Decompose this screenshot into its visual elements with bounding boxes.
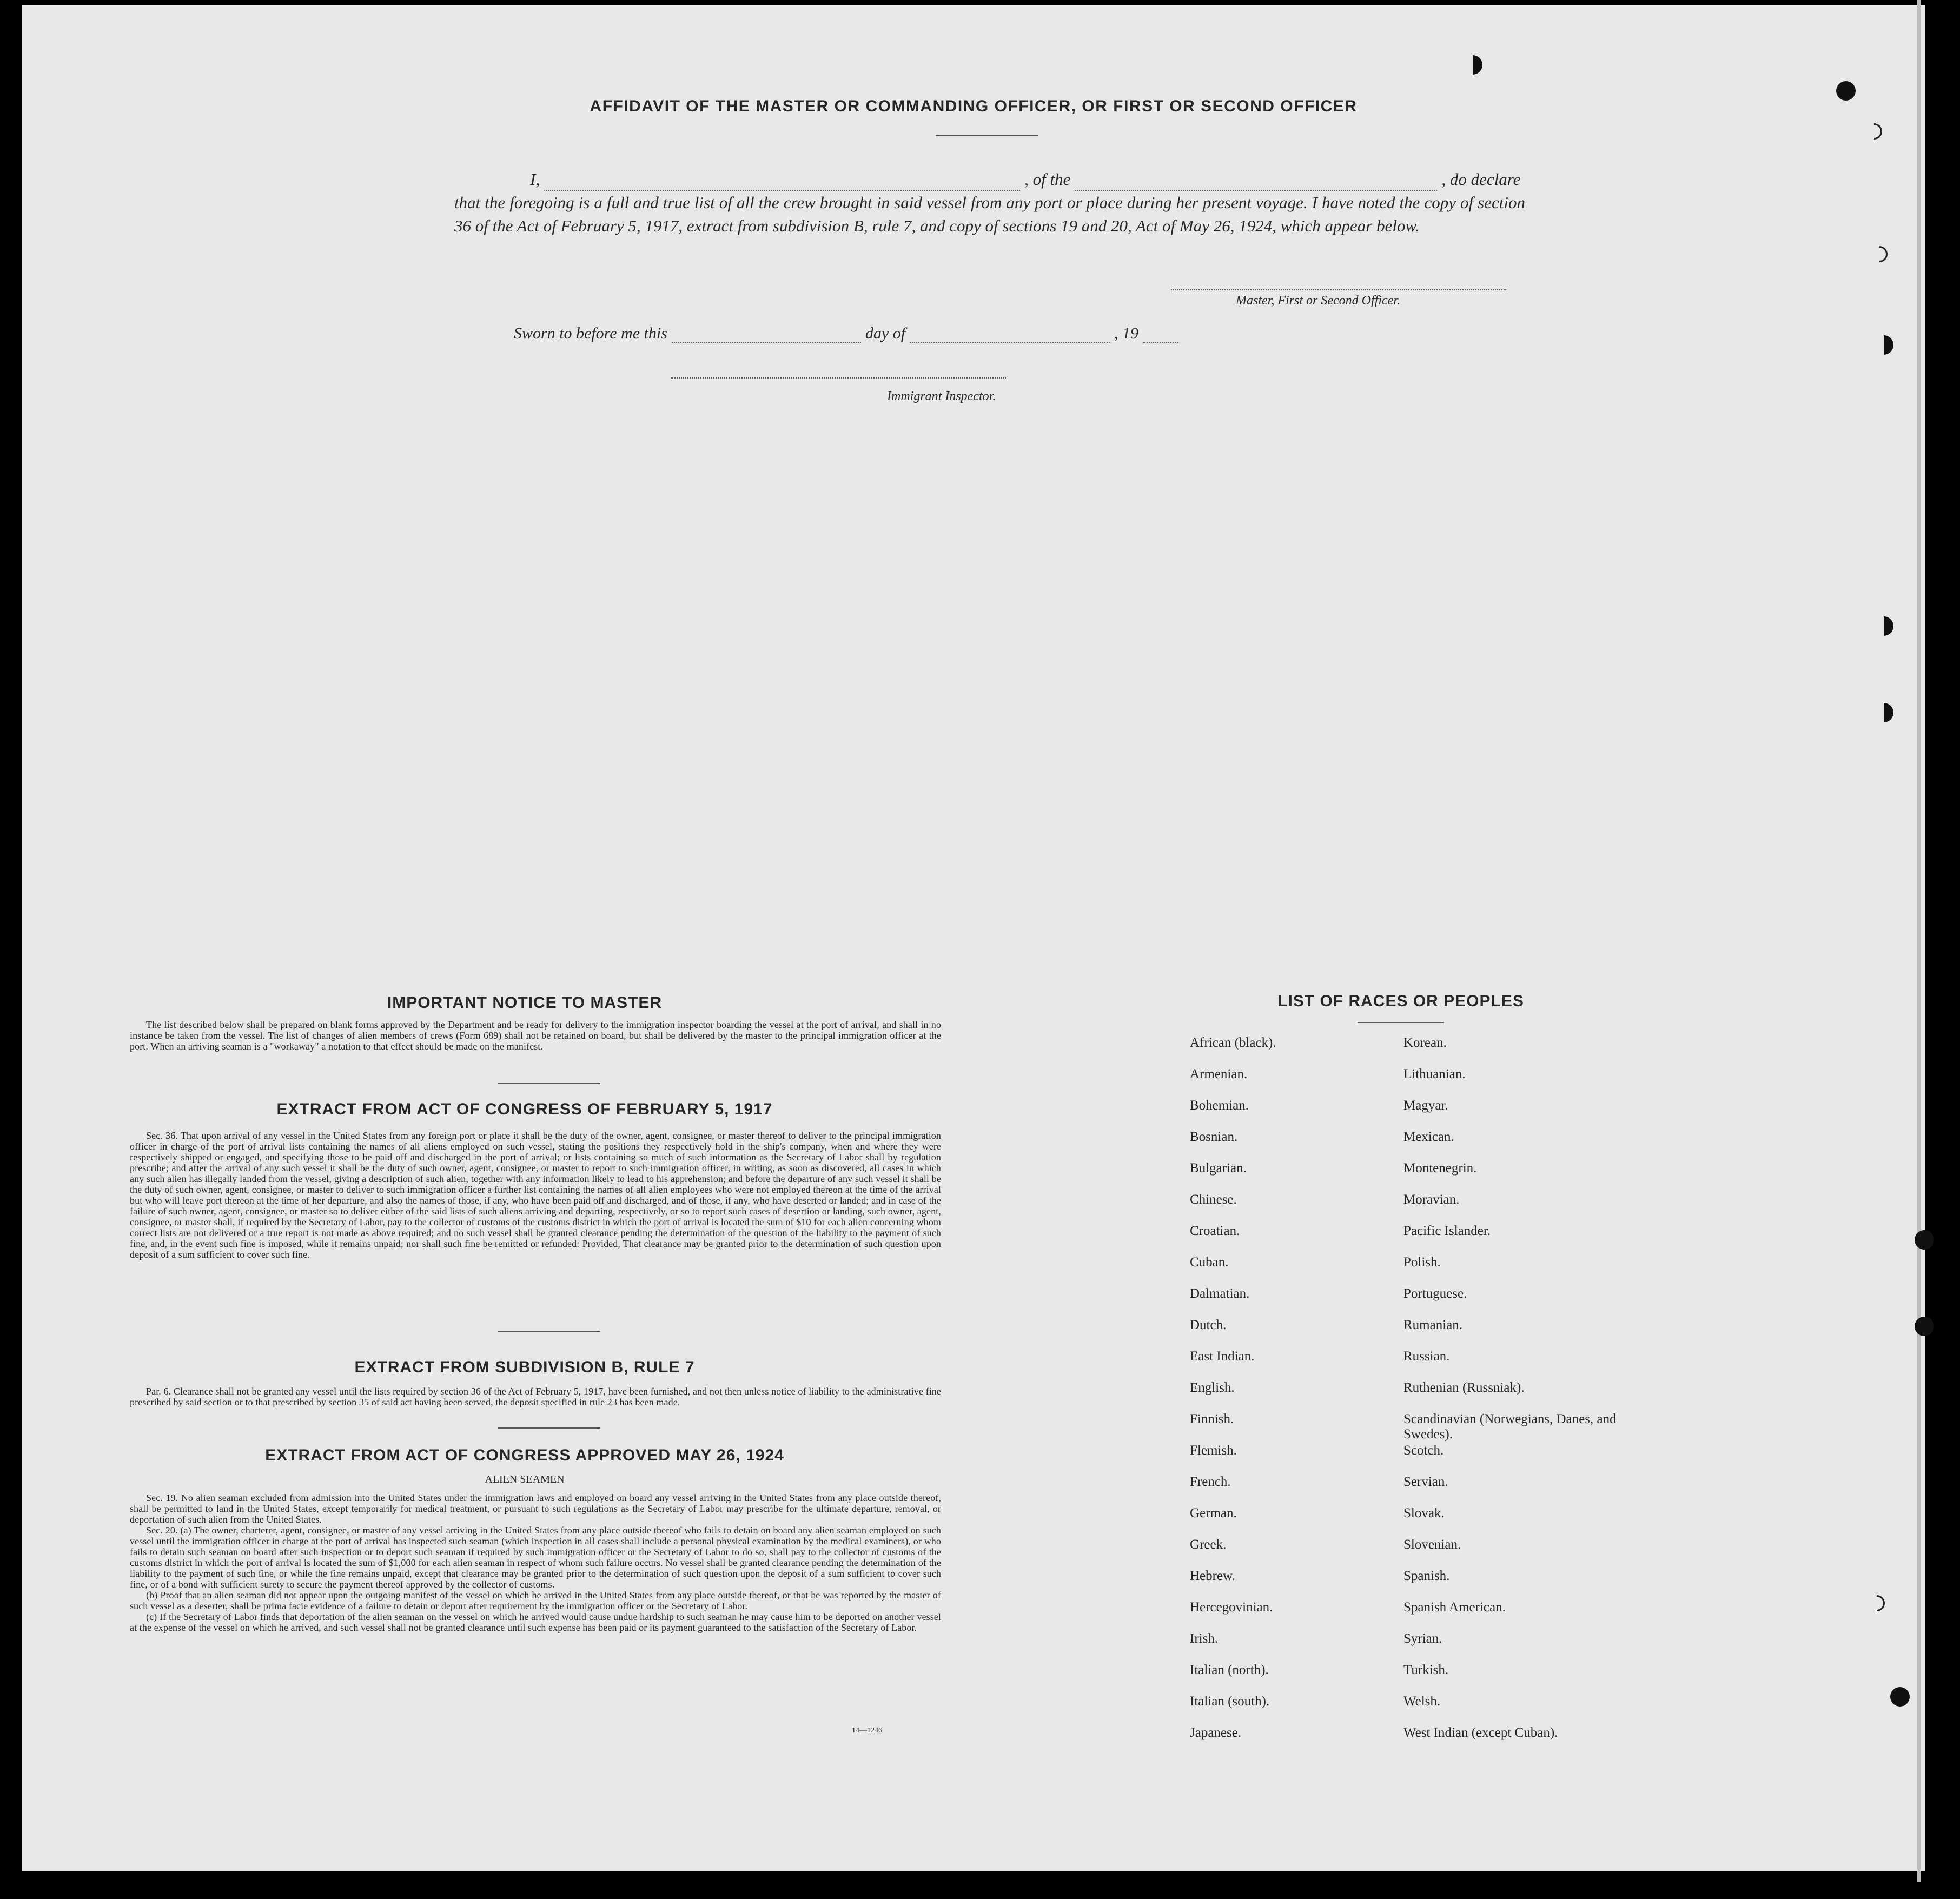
extract-rule7-text [130,1386,941,1407]
race-item: Welsh. [1403,1694,1441,1709]
section-20b-paragraph: (b) Proof that an alien seaman did not appear upon the outgoing manifest of the vessel on which he arrived in the United States from any place outside thereof, or that he was reported by the master of such vessel as a deserter, shall be prima facie evidence of a failure to detain or deport after requirement by the immigration officer or the Secretary of Labor. [130,1590,941,1611]
notice-title: IMPORTANT NOTICE TO MASTER [387,994,663,1012]
sworn-line [514,324,1178,343]
race-item: Bohemian. [1190,1098,1249,1113]
i-label: I, [530,170,540,189]
punch-hole [1915,1317,1934,1336]
race-item: Cuban. [1190,1255,1229,1270]
section-20a-paragraph: Sec. 20. (a) The owner, charterer, agent, consignee, or master of any vessel arriving in the United States from any place outside thereof who fails to detain on board any alien seaman employed on such vessel until the immigration officer in charge at the port of arrival has inspected such seaman (which inspection in all cases shall include a personal physical examination by the medical examiners), or who fails to detain such seaman on board after such inspection or to deport such seaman if required by such immigration officer or the Secretary of Labor to do so, shall pay to the collector of customs of the customs district in which the port of arrival is located the sum of $1,000 for each alien seaman in respect of whom such failure occurs. No vessel shall be granted clearance pending the determination of the liability to the payment of such fine, or while the fine remains unpaid, except that clearance may be granted prior to the determination of such question upon the deposit of a sum sufficient to cover such fine, or of a bond with sufficient surety to secure the payment thereof approved by the collector of customs. [130,1525,941,1590]
race-item: Moravian. [1403,1192,1460,1207]
paragraph-6: Par. 6. Clearance shall not be granted any vessel until the lists required by section 36 of the Act of February 5, 1917, have been furnished, and not then unless notice of liability to the administrative fine prescribed by said section or to that prescribed by section 35 of said act having been served, the deposit specified in rule 23 has been made. [130,1386,941,1407]
extract-1924-title: EXTRACT FROM ACT OF CONGRESS APPROVED MAY 26, 1924 [265,1446,784,1464]
day-of-label: day of [865,324,906,342]
affidavit-title: AFFIDAVIT OF THE MASTER OR COMMANDING OFFICER, OR FIRST OR SECOND OFFICER [590,97,1358,115]
race-item: Italian (south). [1190,1694,1270,1709]
master-signature-line [1171,289,1506,290]
race-item: Spanish. [1403,1569,1450,1583]
document-page [22,5,1925,1871]
month-blank [910,332,1110,343]
extract-1917-title: EXTRACT FROM ACT OF CONGRESS OF FEBRUARY 5, 1917 [276,1100,773,1118]
race-item: Scandinavian (Norwegians, Danes, and Swedes). [1403,1412,1617,1442]
sworn-label: Sworn to before me this [514,324,667,342]
race-item: Rumanian. [1403,1318,1463,1332]
race-item: Slovak. [1403,1506,1445,1520]
vessel-blank [1075,179,1437,191]
race-item: East Indian. [1190,1349,1255,1364]
divider [498,1331,600,1332]
alien-seamen-subtitle: ALIEN SEAMEN [485,1473,565,1485]
extract-rule7-title: EXTRACT FROM SUBDIVISION B, RULE 7 [354,1358,695,1376]
race-item: German. [1190,1506,1237,1520]
race-item: Polish. [1403,1255,1441,1270]
race-item: Servian. [1403,1475,1448,1489]
race-item: Hercegovinian. [1190,1600,1273,1615]
race-item: Irish. [1190,1631,1219,1646]
race-item: Bulgarian. [1190,1161,1247,1176]
race-item: Ruthenian (Russniak). [1403,1380,1525,1395]
race-item: Finnish. [1190,1412,1234,1426]
race-item: African (black). [1190,1035,1276,1050]
year-blank [1143,332,1178,343]
races-column-2 [1403,1035,1631,1757]
race-item: Croatian. [1190,1224,1240,1238]
race-item: French. [1190,1475,1231,1489]
do-declare-label: , do declare [1441,170,1521,189]
year-label: , 19 [1114,324,1139,342]
race-item: Montenegrin. [1403,1161,1477,1176]
master-signature-label: Master, First or Second Officer. [1236,294,1400,308]
divider [498,1083,600,1084]
race-item: West Indian (except Cuban). [1403,1725,1558,1740]
race-item: Korean. [1403,1035,1447,1050]
race-item: Lithuanian. [1403,1067,1466,1081]
punch-hole [1890,1687,1910,1707]
section-36-paragraph: Sec. 36. That upon arrival of any vessel in the United States from any foreign port or place it shall be the duty of the owner, agent, consignee, or master thereof to deliver to the principal immigration officer in charge of the port of arrival lists containing the names of all aliens employed on such vessel, stating the positions they respectively hold in the ship's company, when and where they were respectively shipped or engaged, and specifying those to be paid off and discharged in the port of arrival; or lists containing so much of such information as the Secretary of Labor shall by regulation prescribe; and after the arrival of any such vessel it shall be the duty of such owner, agent, consignee, or master to report to such immigration officer, in writing, as soon as discovered, all cases in which any such alien has illegally landed from the vessel, giving a description of such alien, together with any information likely to lead to his apprehension; and before the departure of any such vessel it shall be the duty of such owner, agent, consignee, or master to deliver to such immigration officer a further list containing the names of all alien employees who were not employed thereon at the time of the arrival but who will leave port thereon at the time of her departure, and also the names of those, if any, who have been paid off and discharged, and of those, if any, who have deserted or landed; and in case of the failure of such owner, agent, consignee, or master so to deliver either of the said lists of such aliens arriving and departing, respectively, or so to report such cases of desertion or landing, such owner, agent, consignee, or master shall, if required by the Secretary of Labor, pay to the collector of customs of the customs district in which the port of arrival is located the sum of $10 for each alien concerning whom correct lists are not delivered or a true report is not made as above required; and no such vessel shall be granted clearance pending the determination of the question of the liability to the payment of such fine, and, in the event such fine is imposed, while it remains unpaid; nor shall such fine be remitted or refunded: Provided, That clearance may be granted prior to the determination of such question upon deposit of a sum sufficient to cover such fine. [130,1130,941,1260]
race-item: Japanese. [1190,1725,1242,1740]
punch-hole [1836,81,1856,101]
divider [1358,1022,1444,1023]
race-item: Magyar. [1403,1098,1448,1113]
notice-text [130,1019,941,1052]
notice-paragraph: The list described below shall be prepared on blank forms approved by the Department and be ready for delivery to the immigration inspector boarding the vessel at the port of arrival, and shall in no instance be taken from the vessel. The list of changes of alien members of crews (Form 689) shall not be retained on board, but shall be delivered by the master to the principal immigration officer at the port. When an arriving seaman is a "workaway" a notation to that effect should be made on the manifest. [130,1019,941,1052]
race-item: Slovenian. [1403,1537,1461,1552]
extract-1917-text [130,1130,941,1260]
race-item: Chinese. [1190,1192,1237,1207]
inspector-signature-line [671,377,1006,379]
race-item: Armenian. [1190,1067,1248,1081]
race-item: Mexican. [1403,1130,1454,1144]
section-19-paragraph: Sec. 19. No alien seaman excluded from admission into the United States under the immigration laws and employed on board any vessel arriving in the United States from any place outside thereof, shall be permitted to land in the United States, except temporarily for medical treatment, or pursuant to such regulations as the Secretary of Labor may prescribe for the ultimate departure, removal, or deportation of such alien from the United States. [130,1492,941,1525]
race-item: Flemish. [1190,1443,1237,1458]
races-column-1 [1190,1035,1276,1757]
race-item: Turkish. [1403,1663,1449,1677]
race-item: Spanish American. [1403,1600,1506,1615]
race-item: Dalmatian. [1190,1286,1250,1301]
declaration-body: that the foregoing is a full and true list of all the crew brought in said vessel from any port or place during her present voyage. I have noted the copy of section 36 of the Act of February 5, 1917, extract from subdivision B, rule 7, and copy of sections 19 and 20, Act of May 26, 1924, which appear below. [454,193,1525,235]
race-item: Greek. [1190,1537,1227,1552]
race-item: Hebrew. [1190,1569,1235,1583]
name-blank [544,179,1020,191]
form-number: 14—1246 [852,1727,882,1735]
divider [498,1427,600,1429]
races-title: LIST OF RACES OR PEOPLES [1277,992,1524,1010]
inspector-signature-label: Immigrant Inspector. [887,389,996,403]
section-20c-paragraph: (c) If the Secretary of Labor finds that deportation of the alien seaman on the vessel on which he arrived would cause undue hardship to such seaman he may cause him to be deported on another vessel at the expense of the vessel on which he arrived, and such vessel shall not be granted clearance until such expense has been paid or its payment guaranteed to the satisfaction of the Secretary of Labor. [130,1611,941,1633]
race-item: Italian (north). [1190,1663,1269,1677]
race-item: Pacific Islander. [1403,1224,1491,1238]
page-edge [1917,0,1921,1882]
race-item: Scotch. [1403,1443,1444,1458]
race-item: Dutch. [1190,1318,1227,1332]
race-item: Russian. [1403,1349,1450,1364]
declaration-first-line [454,168,1525,191]
divider [936,135,1038,136]
race-item: Portuguese. [1403,1286,1467,1301]
punch-hole [1915,1230,1934,1250]
extract-1924-text [130,1492,941,1633]
race-item: Syrian. [1403,1631,1442,1646]
day-blank [672,332,861,343]
race-item: English. [1190,1380,1235,1395]
affidavit-declaration [454,168,1525,237]
race-item: Bosnian. [1190,1130,1238,1144]
of-the-label: , of the [1024,170,1071,189]
